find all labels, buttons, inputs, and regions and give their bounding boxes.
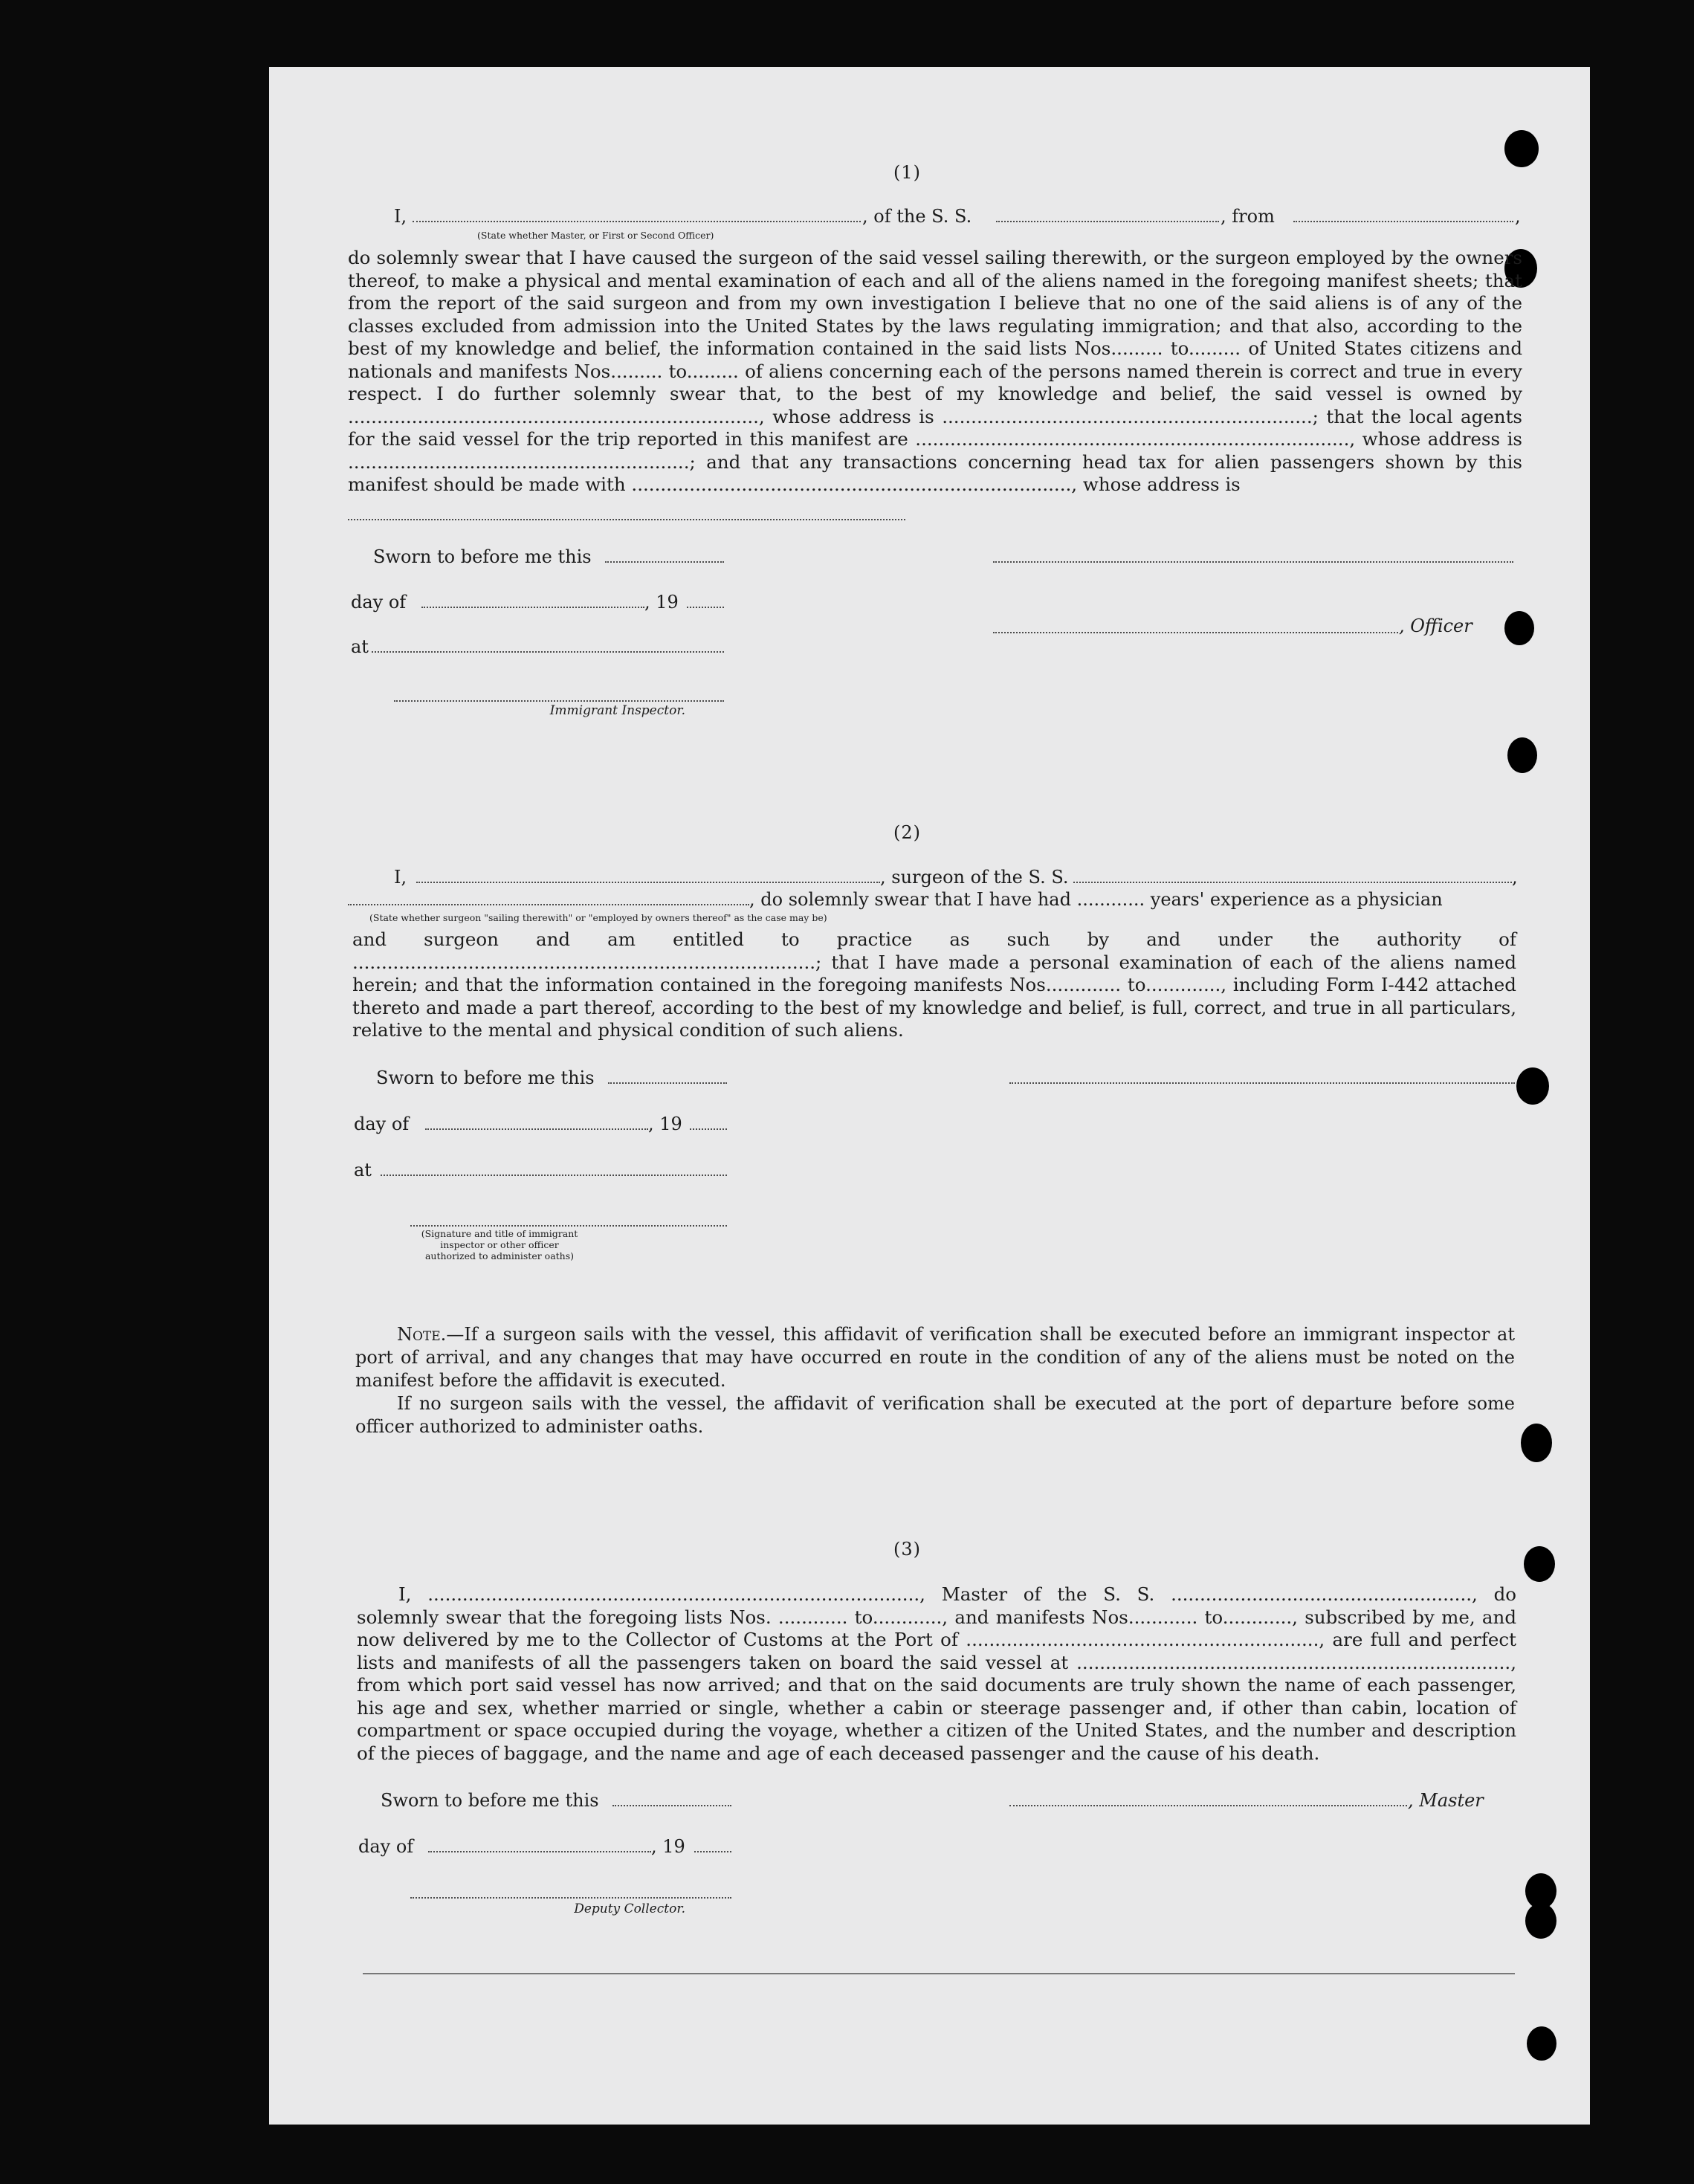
punch-hole xyxy=(1507,737,1537,773)
sworn-label-3: Sworn to before me this xyxy=(381,1790,599,1811)
year-label-2: , 19 xyxy=(648,1114,682,1134)
vessel-name-field xyxy=(996,221,1219,222)
year-field-3 xyxy=(694,1851,731,1852)
day-of-label-3: day of xyxy=(358,1836,414,1857)
officer-caption: (State whether Master, or First or Second Officer) xyxy=(477,230,714,241)
surgeon-note xyxy=(355,1323,1515,1392)
surgeon-type-caption: (State whether surgeon "sailing therewith" or "employed by owners thereof" as the case may be) xyxy=(369,912,827,923)
sworn-date-field-1 xyxy=(605,561,724,563)
year-field-1 xyxy=(687,607,724,608)
officer-title: , Officer xyxy=(1399,616,1472,636)
at-place-field-1 xyxy=(372,651,724,653)
section-2-number: (2) xyxy=(893,822,921,843)
surgeon-name-field xyxy=(416,882,880,883)
day-of-label-1: day of xyxy=(351,592,407,613)
at-label-1: at xyxy=(351,636,369,657)
port-from-field xyxy=(1293,221,1513,222)
at-place-field-2 xyxy=(381,1175,727,1176)
master-title: , Master xyxy=(1408,1790,1484,1811)
year-field-2 xyxy=(690,1128,727,1130)
surgeon-vessel-label: , surgeon of the S. S. xyxy=(880,867,1069,888)
collector-caption: Deputy Collector. xyxy=(574,1902,685,1916)
punch-hole xyxy=(1527,2026,1556,2061)
officer-signature-line-1 xyxy=(993,561,1513,563)
document-page xyxy=(269,67,1590,2125)
collector-signature-line xyxy=(410,1897,731,1899)
at-label-2: at xyxy=(354,1160,372,1180)
sworn-date-field-2 xyxy=(608,1082,727,1084)
master-signature-line xyxy=(1009,1805,1407,1806)
punch-hole xyxy=(1521,1424,1552,1462)
year-label-1: , 19 xyxy=(644,592,679,613)
line-end-comma-2: , xyxy=(1512,867,1518,888)
surgeon-vessel-field xyxy=(1073,882,1512,883)
section-2-paragraph: and surgeon and am entitled to practice as such by and under the authority of ................................................................................; that I have made a personal examination of each of the aliens named herein; and that the information contained in the foregoing manifests Nos............. to............., including Form I-442 attached thereto and made a part thereof, according to the best of my knowledge and belief, is full, correct, and true in all particulars, relative to the mental and physical condition of such aliens. xyxy=(352,928,1516,1041)
line-end-comma: , xyxy=(1515,206,1521,227)
sworn-date-field-3 xyxy=(612,1805,731,1806)
surgeon-signature-line xyxy=(1009,1082,1515,1084)
surgeon-prefix: I, xyxy=(394,867,407,888)
punch-hole xyxy=(1504,611,1534,645)
surgeon-oath-line: , do solemnly swear that I have had ............ years' experience as a physician xyxy=(749,889,1443,910)
agent-address-field xyxy=(348,519,905,520)
section-1-number: (1) xyxy=(893,162,921,183)
officer-name-field xyxy=(413,221,861,222)
sworn-label-1: Sworn to before me this xyxy=(373,546,592,567)
inspector-caption: Immigrant Inspector. xyxy=(549,703,685,718)
vessel-label: , of the S. S. xyxy=(862,206,972,227)
inspector-signature-line xyxy=(394,700,724,702)
punch-hole xyxy=(1525,1903,1556,1939)
month-field-2 xyxy=(425,1128,648,1130)
note-label: Note. xyxy=(397,1324,447,1345)
affiant-prefix: I, xyxy=(394,206,407,227)
from-label: , from xyxy=(1221,206,1275,227)
section-3-number: (3) xyxy=(893,1539,921,1560)
bottom-divider xyxy=(363,1973,1515,1974)
sworn-label-2: Sworn to before me this xyxy=(376,1067,595,1088)
section-1-paragraph: do solemnly swear that I have caused the surgeon of the said vessel sailing therewith, or the surgeon employed by the owners thereof, to make a physical and mental examination of each and all of the aliens named in the foregoing manifest sheets; that from the report of the said surgeon and from my own investigation I believe that no one of the said aliens is of any of the classes excluded from admission into the United States by the laws regulating immigration; and that also, according to the best of my knowledge and belief, the information contained in the said lists Nos......... to......... of United States citizens and nationals and manifests Nos......... to......... of aliens concerning each of the persons named therein is correct and true in every respect. I do further solemnly swear that, to the best of my knowledge and belief, the said vessel is owned by ......................................................................., whose address is ................................................................; that the local agents for the said vessel for the trip reported in this manifest are ..........................................................................., whose address is ...........................................................; and that any transactions concerning head tax for alien passengers shown by this manifest should be made with ............................................................................, whose address is xyxy=(348,247,1522,495)
surgeon-note-2: If no surgeon sails with the vessel, the affidavit of verification shall be executed at the port of departure before some officer authorized to administer oaths. xyxy=(355,1393,1515,1437)
month-field-3 xyxy=(428,1851,651,1852)
punch-hole xyxy=(1516,1067,1549,1105)
note-text-1: —If a surgeon sails with the vessel, this affidavit of verification shall be executed before an immigrant inspector at port of arrival, and any changes that may have occurred en route in the condition of any of the aliens must be noted on the manifest before the affidavit is executed. xyxy=(355,1324,1515,1391)
day-of-label-2: day of xyxy=(354,1114,410,1134)
officer-signature-line-2 xyxy=(993,632,1398,633)
year-label-3: , 19 xyxy=(651,1836,685,1857)
authorized-officer-signature-line xyxy=(410,1225,727,1227)
authorized-officer-caption: (Signature and title of immigrant inspector or other officer authorized to administer oaths) xyxy=(421,1228,578,1261)
month-field-1 xyxy=(421,607,644,608)
surgeon-type-field xyxy=(348,904,749,905)
section-3-paragraph: I, ....................................................................................., Master of the S. S. ...................................................., do solemnly swear that the foregoing lists Nos. ............ to............, and manifests Nos............ to............, subscribed by me, and now delivered by me to the Collector of Customs at the Port of ............................................................., are full and perfect lists and manifests of all the passengers taken on board the said vessel at ..........................................................................., from which port said vessel has now arrived; and that on the said documents are truly shown the name of each passenger, his age and sex, whether married or single, whether a cabin or steerage passenger and, if other than cabin, location of compartment or space occupied during the voyage, whether a citizen of the United States, and the number and description of the pieces of baggage, and the name and age of each deceased passenger and the cause of his death. xyxy=(357,1583,1516,1764)
